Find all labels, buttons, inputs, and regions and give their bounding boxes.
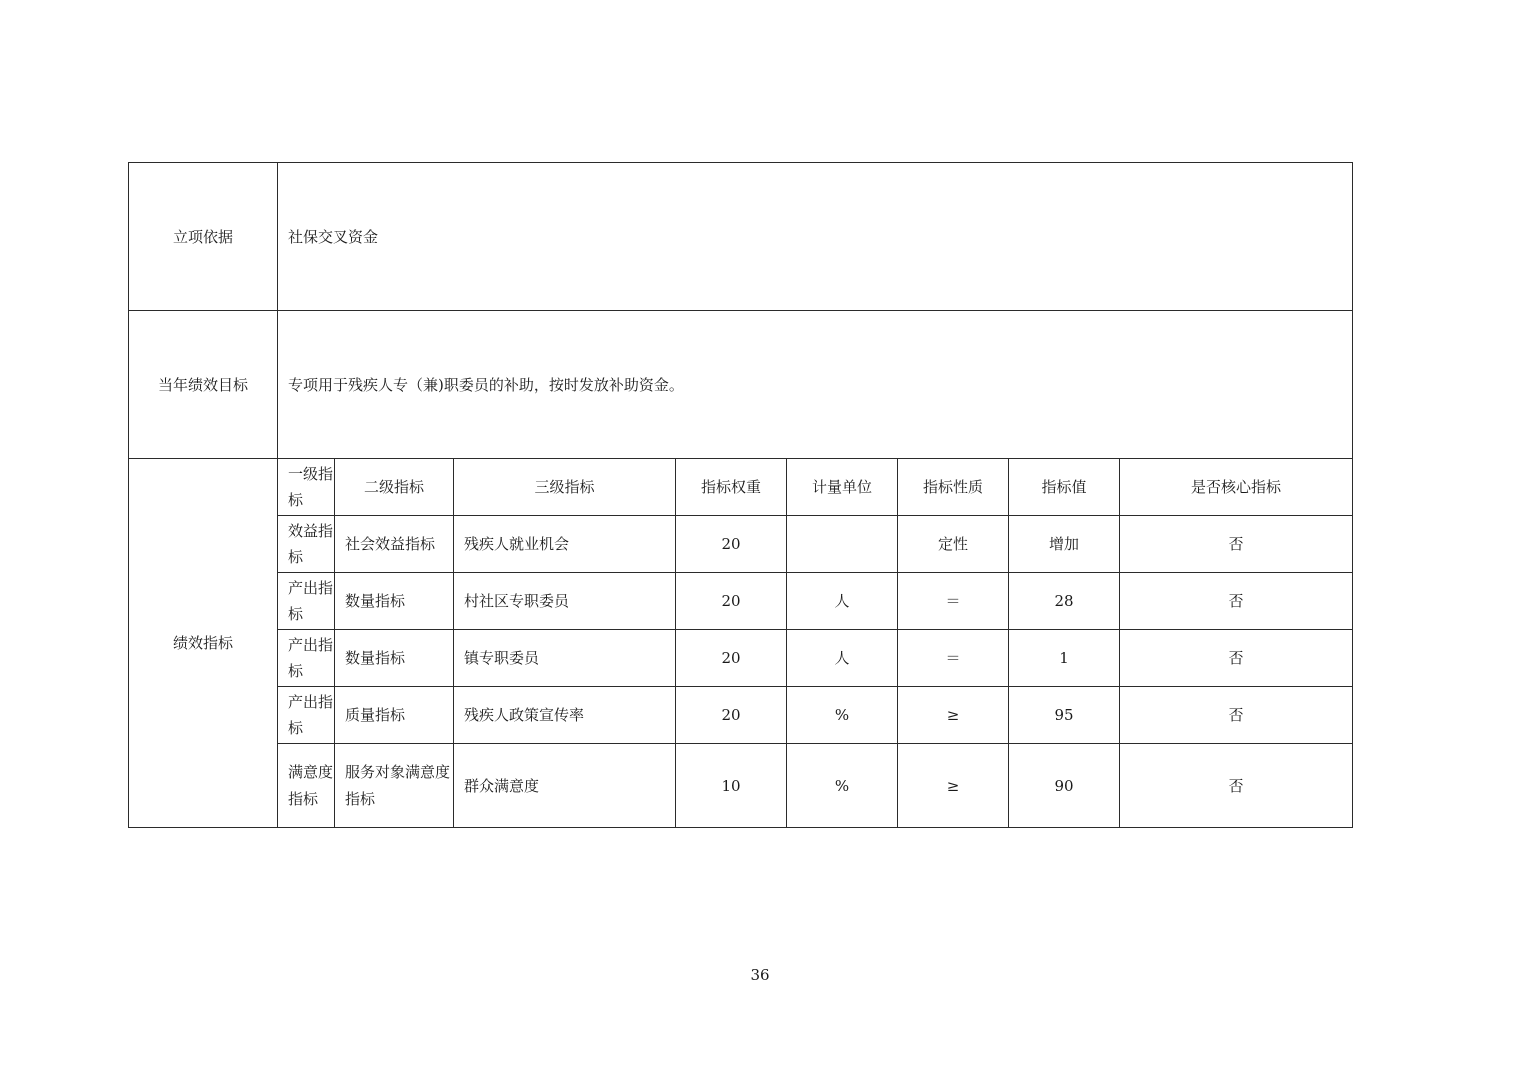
annual-goal-label: 当年绩效目标 — [129, 311, 278, 459]
cell-weight: 20 — [676, 516, 787, 573]
header-unit: 计量单位 — [787, 459, 898, 516]
cell-weight: 20 — [676, 573, 787, 630]
cell-level1: 效益指标 — [278, 516, 335, 573]
table-row — [129, 573, 1353, 630]
cell-level1: 产出指标 — [278, 573, 335, 630]
cell-value: 28 — [1009, 573, 1120, 630]
table-row — [129, 687, 1353, 744]
table-row — [129, 516, 1353, 573]
indicator-header-row — [129, 459, 1353, 516]
cell-level1: 产出指标 — [278, 630, 335, 687]
cell-level2: 数量指标 — [335, 573, 454, 630]
cell-nature: ＝ — [898, 630, 1009, 687]
cell-unit: % — [787, 744, 898, 828]
cell-unit: 人 — [787, 573, 898, 630]
cell-level3: 残疾人就业机会 — [454, 516, 676, 573]
cell-nature: 定性 — [898, 516, 1009, 573]
page-number: 36 — [750, 966, 770, 984]
cell-level1: 满意度指标 — [278, 744, 335, 828]
cell-level3: 群众满意度 — [454, 744, 676, 828]
annual-goal-row — [129, 311, 1353, 459]
cell-value: 1 — [1009, 630, 1120, 687]
cell-level2: 质量指标 — [335, 687, 454, 744]
cell-core: 否 — [1120, 573, 1353, 630]
cell-unit — [787, 516, 898, 573]
cell-level3: 残疾人政策宣传率 — [454, 687, 676, 744]
performance-table — [128, 162, 1353, 828]
cell-nature: ≥ — [898, 744, 1009, 828]
header-level2: 二级指标 — [335, 459, 454, 516]
cell-nature: ＝ — [898, 573, 1009, 630]
cell-level3: 镇专职委员 — [454, 630, 676, 687]
cell-level1: 产出指标 — [278, 687, 335, 744]
project-basis-value: 社保交叉资金 — [278, 163, 1353, 311]
cell-level2: 数量指标 — [335, 630, 454, 687]
cell-core: 否 — [1120, 516, 1353, 573]
cell-level3: 村社区专职委员 — [454, 573, 676, 630]
annual-goal-value: 专项用于残疾人专（兼)职委员的补助，按时发放补助资金。 — [278, 311, 1353, 459]
cell-core: 否 — [1120, 744, 1353, 828]
cell-unit: 人 — [787, 630, 898, 687]
header-level1: 一级指标 — [278, 459, 335, 516]
cell-weight: 20 — [676, 687, 787, 744]
header-value: 指标值 — [1009, 459, 1120, 516]
header-nature: 指标性质 — [898, 459, 1009, 516]
header-level3: 三级指标 — [454, 459, 676, 516]
cell-level2: 社会效益指标 — [335, 516, 454, 573]
cell-value: 90 — [1009, 744, 1120, 828]
indicators-label: 绩效指标 — [129, 459, 278, 828]
cell-level2: 服务对象满意度指标 — [335, 744, 454, 828]
cell-core: 否 — [1120, 630, 1353, 687]
header-core: 是否核心指标 — [1120, 459, 1353, 516]
header-weight: 指标权重 — [676, 459, 787, 516]
project-basis-label: 立项依据 — [129, 163, 278, 311]
cell-nature: ≥ — [898, 687, 1009, 744]
cell-unit: % — [787, 687, 898, 744]
table-row — [129, 630, 1353, 687]
cell-weight: 10 — [676, 744, 787, 828]
cell-value: 95 — [1009, 687, 1120, 744]
cell-weight: 20 — [676, 630, 787, 687]
cell-core: 否 — [1120, 687, 1353, 744]
project-basis-row — [129, 163, 1353, 311]
cell-value: 增加 — [1009, 516, 1120, 573]
table-row — [129, 744, 1353, 828]
